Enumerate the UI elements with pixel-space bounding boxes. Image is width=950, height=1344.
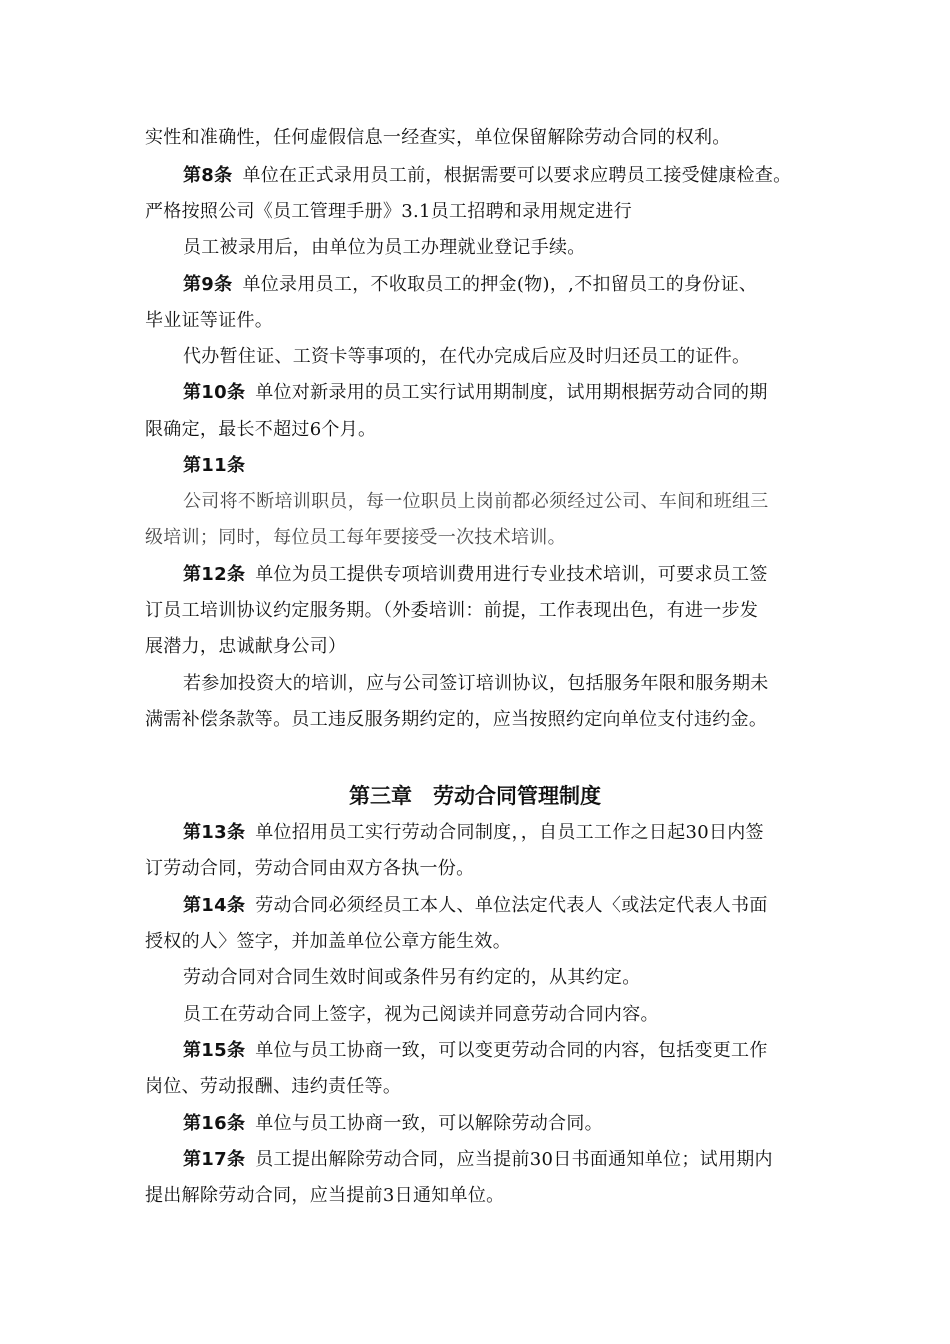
article-label: 第11条 [183,455,246,476]
text: 公司将不断培训职员，每一位职员上岗前都必须经过公司、车间和班组三 [183,491,769,512]
article-label: 第15条 [183,1040,246,1061]
paragraph-line [145,708,767,732]
article-8 [183,164,791,188]
text: 实性和准确性，任何虚假信息一经查实，单位保留解除劳动合同的权利。 [145,127,731,148]
paragraph-line [183,672,769,696]
text: 提出解除劳动合同，应当提前3日通知单位。 [145,1185,505,1206]
text: 订劳动合同，劳动合同由双方各执一份。 [145,858,475,879]
text: 满需补偿条款等。员工违反服务期约定的，应当按照约定向单位支付违约金。 [145,709,768,730]
text: 单位招用员工实行劳动合同制度，，自员工工作之日起30日内签 [255,822,764,843]
paragraph-line [145,200,632,224]
article-17 [183,1148,773,1172]
paragraph-line [145,930,511,954]
article-9 [183,273,757,297]
paragraph-line [145,1075,401,1099]
article-label: 第8条 [183,165,233,186]
article-16 [183,1112,603,1136]
paragraph-line [183,1003,659,1027]
article-label: 第12条 [183,564,246,585]
text: 岗位、劳动报酬、违约责任等。 [145,1076,402,1097]
paragraph-line [183,345,750,369]
article-14 [183,894,768,918]
text: 员工提出解除劳动合同，应当提前30日书面通知单位；试用期内 [255,1149,773,1170]
text: 单位与员工协商一致，可以解除劳动合同。 [255,1113,603,1134]
paragraph-line [145,599,758,623]
article-label: 第16条 [183,1113,246,1134]
paragraph-line [183,966,641,990]
text: 展潜力，忠诚献身公司） [145,636,347,657]
text: 单位录用员工，不收取员工的押金(物)，,不扣留员工的身份证、 [242,274,758,295]
paragraph-line [145,309,273,333]
text: 若参加投资大的培训，应与公司签订培训协议，包括服务年限和服务期未 [183,673,769,694]
text: 单位为员工提供专项培训费用进行专业技术培训，可要求员工签 [255,564,768,585]
paragraph-line [145,1184,504,1208]
article-label: 第14条 [183,895,246,916]
article-15 [183,1039,768,1063]
paragraph-line [145,126,731,150]
article-label: 第13条 [183,822,246,843]
article-label: 第10条 [183,382,246,403]
text: 单位在正式录用员工前，根据需要可以要求应聘员工接受健康检查。 [242,165,792,186]
text: 授权的人〉签字，并加盖单位公章方能生效。 [145,931,511,952]
chapter-heading: 第三章 劳动合同管理制度 [349,784,601,808]
text: 级培训；同时，每位员工每年要接受一次技术培训。 [145,527,566,548]
article-label: 第9条 [183,274,233,295]
text: 订员工培训协议约定服务期。（外委培训：前提，工作表现出色，有进一步发 [145,600,759,621]
article-13 [183,821,764,845]
article-label: 第17条 [183,1149,246,1170]
text: 毕业证等证件。 [145,310,274,331]
text: 员工在劳动合同上签字，视为己阅读并同意劳动合同内容。 [183,1004,659,1025]
paragraph-line [145,635,346,659]
paragraph-line [145,526,566,550]
text: 员工被录用后，由单位为员工办理就业登记手续。 [183,237,586,258]
paragraph-line [183,490,769,514]
text: 限确定，最长不超过6个月。 [145,419,377,440]
article-10 [183,381,768,405]
paragraph-line [183,236,586,260]
paragraph-line [145,418,376,442]
text: 代办暂住证、工资卡等事项的，在代办完成后应及时归还员工的证件。 [183,346,751,367]
text: 劳动合同必须经员工本人、单位法定代表人〈或法定代表人书面 [255,895,768,916]
text: 单位对新录用的员工实行试用期制度，试用期根据劳动合同的期 [255,382,768,403]
text: 劳动合同对合同生效时间或条件另有约定的，从其约定。 [183,967,641,988]
article-11 [183,454,255,478]
article-12 [183,563,768,587]
text: 单位与员工协商一致，可以变更劳动合同的内容，包括变更工作 [255,1040,768,1061]
text: 严格按照公司《员工管理手册》3.1员工招聘和录用规定进行 [145,201,633,222]
paragraph-line [145,857,474,881]
